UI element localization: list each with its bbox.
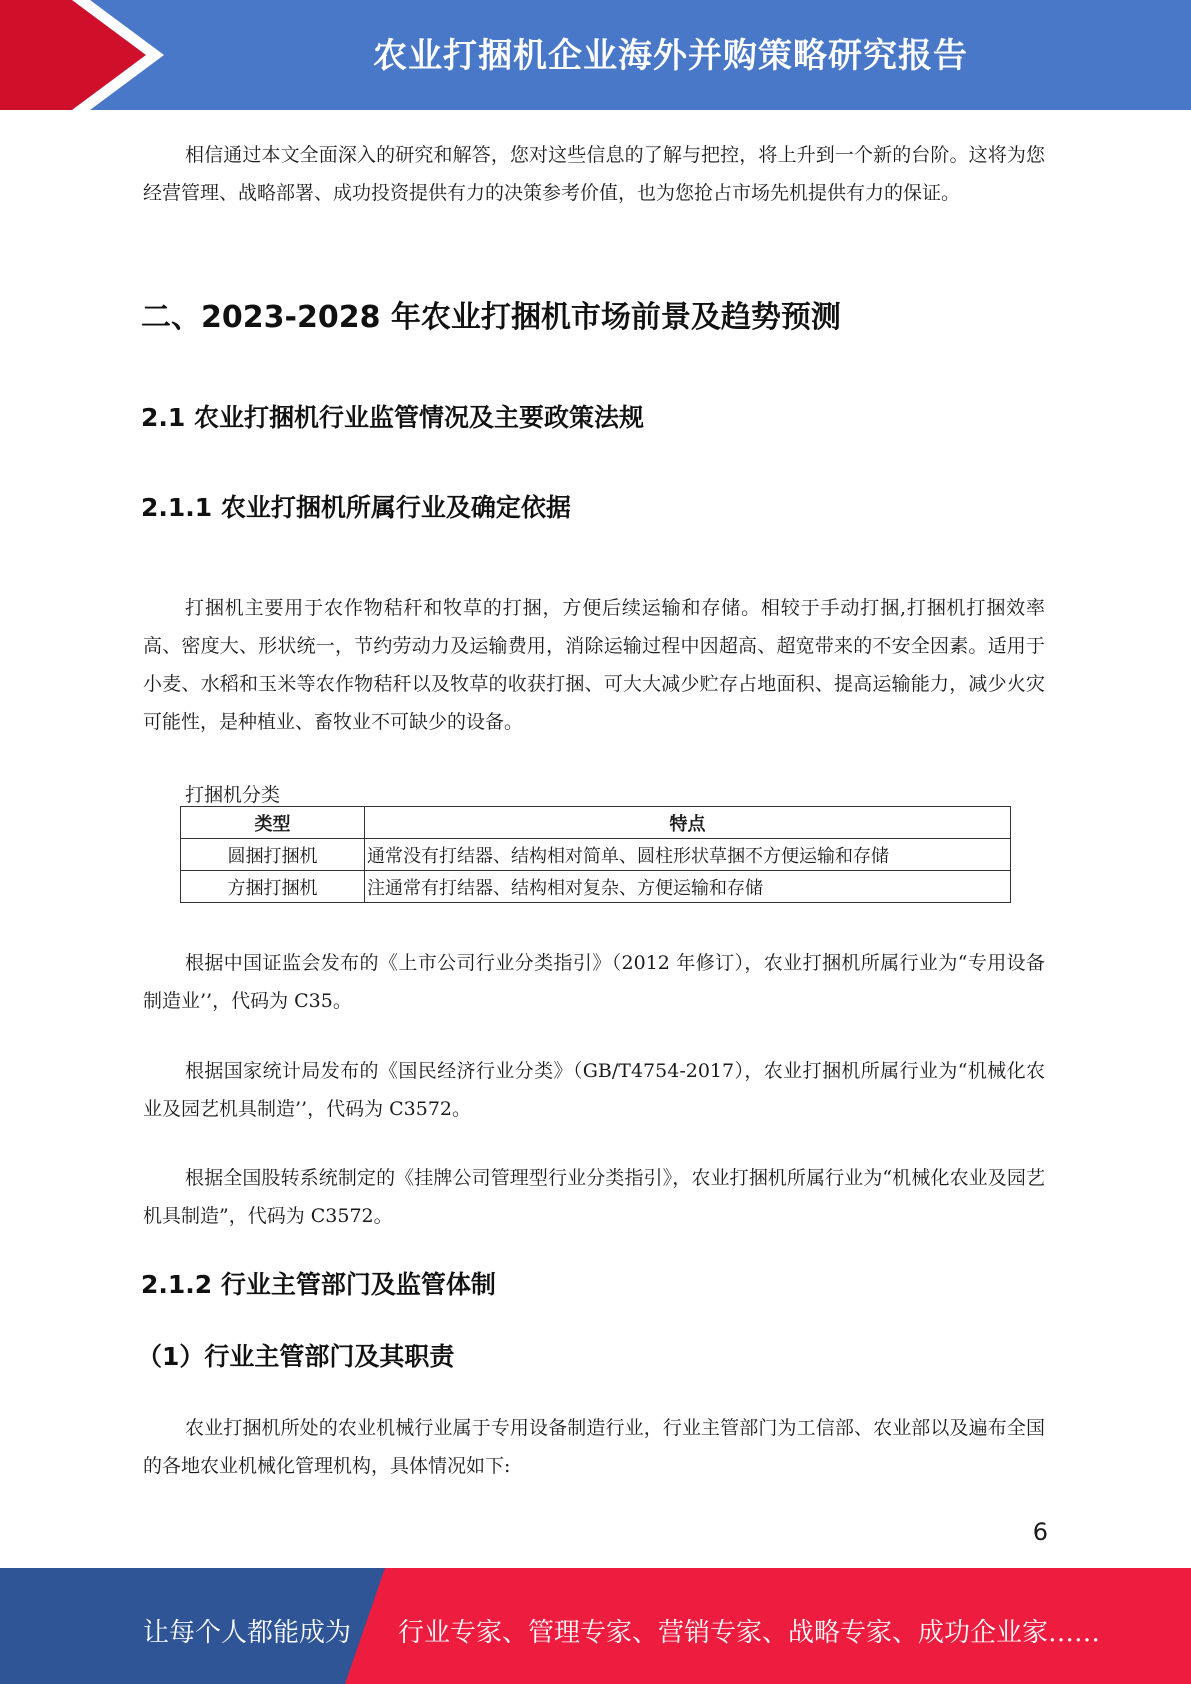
- authority-paragraph: 农业打捆机所处的农业机械行业属于专用设备制造行业，行业主管部门为工信部、农业部以及遍布全国的各地农业机械化管理机构，具体情况如下:: [143, 1417, 1045, 1477]
- authority-section: [143, 1409, 1045, 1485]
- report-title: 农业打捆机企业海外并购策略研究报告: [373, 36, 968, 76]
- table-header-row: [181, 807, 1011, 839]
- neeq-paragraph: 根据全国股转系统制定的《挂牌公司管理型行业分类指引》，农业打捆机所属行业为“机械化农业及园艺机具制造”，代码为 C3572。: [143, 1167, 1045, 1227]
- baler-section: [143, 589, 1045, 741]
- neeq-section: [143, 1159, 1045, 1235]
- subsection-1-heading: （1）行业主管部门及其职责: [137, 1342, 455, 1371]
- table-cell-type: 方捆打捆机: [181, 871, 365, 903]
- section-2-1-2-heading: 2.1.2 行业主管部门及监管体制: [141, 1270, 496, 1299]
- table-header-type: 类型: [181, 807, 365, 839]
- csrc-paragraph: 根据中国证监会发布的《上市公司行业分类指引》（2012 年修订），农业打捆机所属行业为“专用设备制造业’’，代码为 C35。: [143, 952, 1045, 1012]
- intro-paragraph: 相信通过本文全面深入的研究和解答，您对这些信息的了解与把控，将上升到一个新的台阶。这将为您经营管理、战略部署、成功投资提供有力的决策参考价值，也为您抢占市场先机提供有力的保证。: [143, 144, 1045, 204]
- section-2-heading: 二、2023-2028 年农业打捆机市场前景及趋势预测: [141, 300, 841, 335]
- table-cell-feature: 通常没有打结器、结构相对简单、圆柱形状草捆不方便运输和存储: [365, 839, 1011, 871]
- footer-slogan-left: 让每个人都能成为: [143, 1618, 352, 1648]
- baler-classification-table: [180, 806, 1011, 903]
- intro-section: [143, 136, 1045, 212]
- table-cell-feature: 注通常有打结器、结构相对复杂、方便运输和存储: [365, 871, 1011, 903]
- baler-paragraph: 打捆机主要用于农作物秸秆和牧草的打捆，方便后续运输和存储。相较于手动打捆,打捆机打捆效率高、密度大、形状统一，节约劳动力及运输费用，消除运输过程中因超高、超宽带来的不安全因素。适用于小麦、水稻和玉米等农作物秸秆以及牧草的收获打捆、可大大减少贮存占地面积、提高运输能力，减少火灾可能性，是种植业、畜牧业不可缺少的设备。: [143, 597, 1045, 733]
- table-row: [181, 839, 1011, 871]
- nbs-section: [143, 1052, 1045, 1128]
- section-2-1-1-heading: 2.1.1 农业打捆机所属行业及确定依据: [141, 493, 571, 522]
- table-row: [181, 871, 1011, 903]
- csrc-section: [143, 944, 1045, 1020]
- table-header-feature: 特点: [365, 807, 1011, 839]
- nbs-paragraph: 根据国家统计局发布的《国民经济行业分类》（GB/T4754-2017），农业打捆机所属行业为“机械化农业及园艺机具制造’’，代码为 C3572。: [143, 1060, 1045, 1120]
- page-header: [0, 0, 1191, 110]
- page-footer: [0, 1568, 1191, 1684]
- page-number: 6: [1032, 1518, 1048, 1546]
- table-cell-type: 圆捆打捆机: [181, 839, 365, 871]
- footer-slogan-right: 行业专家、管理专家、营销专家、战略专家、成功企业家……: [398, 1618, 1101, 1648]
- section-2-1-heading: 2.1 农业打捆机行业监管情况及主要政策法规: [141, 403, 644, 432]
- table-caption: 打捆机分类: [185, 784, 281, 806]
